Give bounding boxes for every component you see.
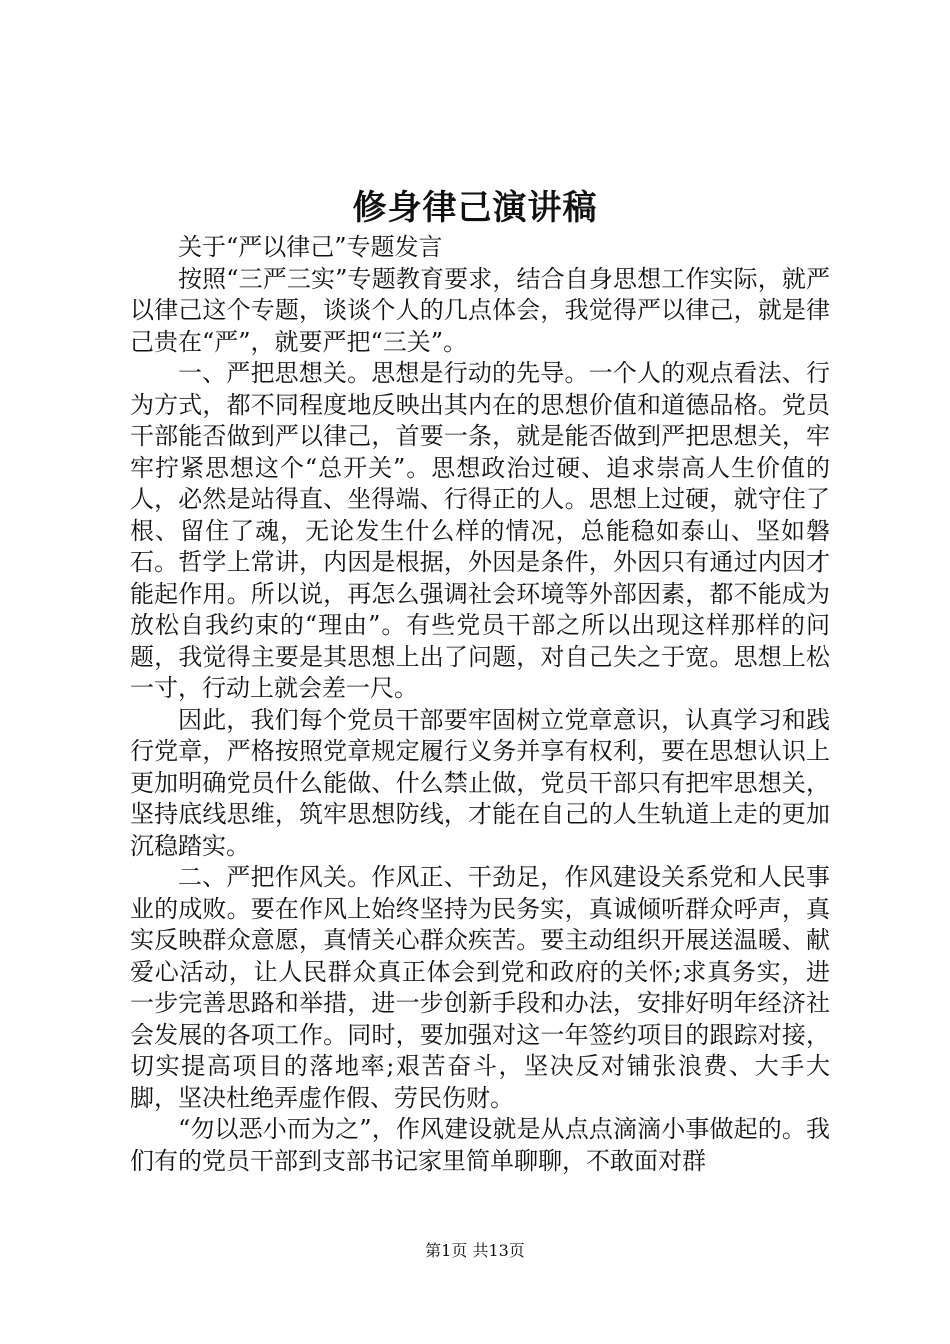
paragraph-subtitle: 关于“严以律己”专题发言 [178,233,443,261]
paragraph-work-style: 二、严把作风关。作风正、干劲足，作风建设关系党和人民事业的成败。要在作风上始终坚持为民务实，真诚倾听群众呼声，真实反映群众意愿，真情关心群众疾苦。要主动组织开展送温暖、献爱心活动，让人民群众真正体会到党和政府的关怀;求真务实，进一步完善思路和举措，进一步创新手段和办法，安排好明年经济社会发展的各项工作。同时，要加强对这一年签约项目的跟踪对接，切实提高项目的落地率;艰苦奋斗，坚决反对铺张浪费、大手大脚，坚决杜绝弄虚作假、劳民伤财。 [130,863,830,1112]
page-footer: 第1页 共13页 [425,1241,525,1260]
paragraph-party-constitution: 因此，我们每个党员干部要牢固树立党章意识，认真学习和践行党章，严格按照党章规定履行义务并享有权利，要在思想认识上更加明确党员什么能做、什么禁止做，党员干部只有把牢思想关，坚持底线思维，筑牢思想防线，才能在自己的人生轨道上走的更加沉稳踏实。 [130,705,830,860]
paragraph-small-things: “勿以恶小而为之”，作风建设就是从点点滴滴小事做起的。我们有的党员干部到支部书记家里简单聊聊，不敢面对群 [130,1115,830,1175]
paragraph-intro: 按照“三严三实”专题教育要求，结合自身思想工作实际，就严以律己这个专题，谈谈个人的几点体会，我觉得严以律己，就是律己贵在“严”，就要严把“三关”。 [130,264,830,356]
paragraph-thought: 一、严把思想关。思想是行动的先导。一个人的观点看法、行为方式，都不同程度地反映出其内在的思想价值和道德品格。党员干部能否做到严以律己，首要一条，就是能否做到严把思想关，牢牢拧紧思想这个“总开关”。思想政治过硬、追求崇高人生价值的人，必然是站得直、坐得端、行得正的人。思想上过硬，就守住了根、留住了魂，无论发生什么样的情况，总能稳如泰山、坚如磐石。哲学上常讲，内因是根据，外因是条件，外因只有通过内因才能起作用。所以说，再怎么强调社会环境等外部因素，都不能成为放松自我约束的“理由”。有些党员干部之所以出现这样那样的问题，我觉得主要是其思想上出了问题，对自己失之于宽。思想上松一寸，行动上就会差一尺。 [130,359,830,702]
document-title: 修身律己演讲稿 [352,188,598,228]
document-body [130,232,830,1177]
